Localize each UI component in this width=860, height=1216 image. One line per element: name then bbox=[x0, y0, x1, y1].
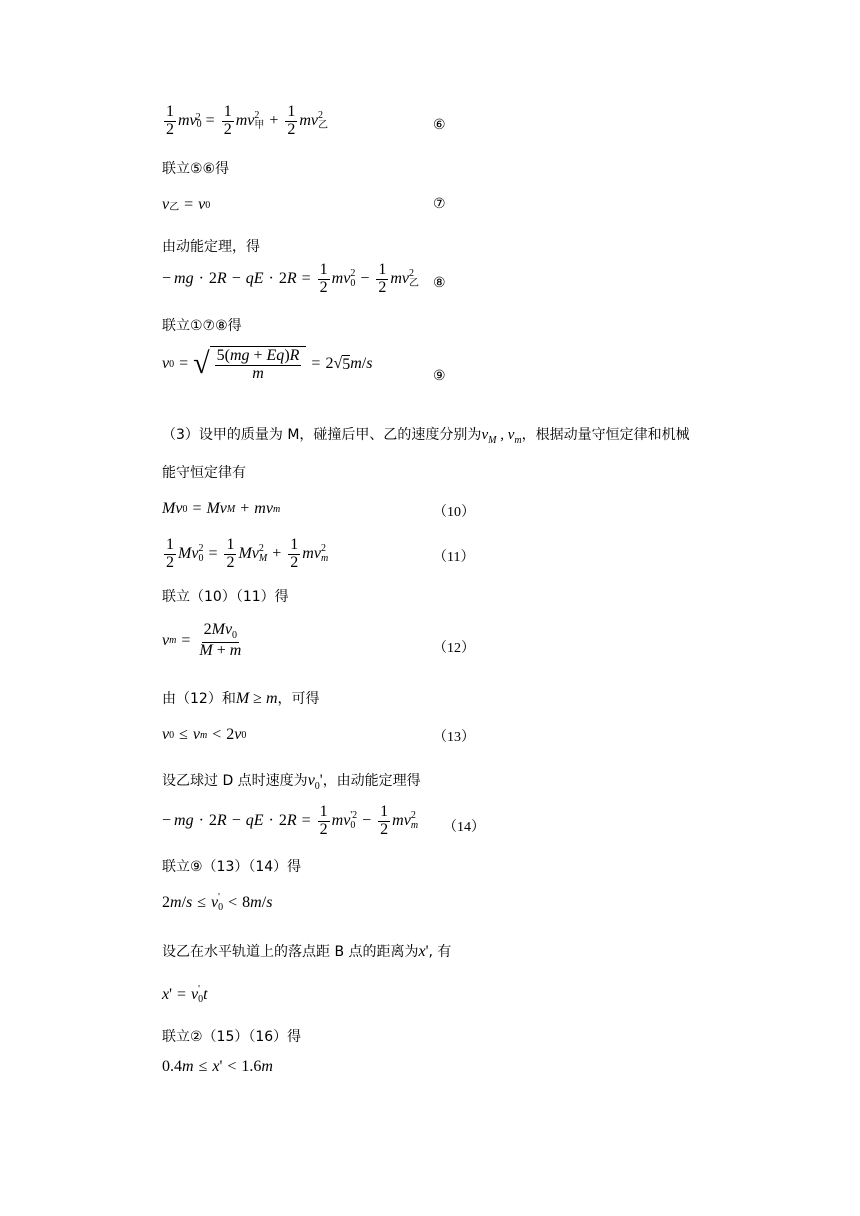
text-part-3-cont: 能守恒定律有 bbox=[162, 465, 246, 481]
equation-14-label: （14） bbox=[443, 820, 485, 835]
equation-8: − mg · 2 R − qE · 2 R = $\frac{1}{2}$ mv 2 0 − $\frac{1}{2}$ mv 2 乙 bbox=[162, 261, 419, 296]
text-you-12: 由（12）和M ≥ m，可得 bbox=[162, 690, 320, 707]
text-part-3: （3）设甲的质量为 M，碰撞后甲、乙的速度分别为$v_M$ , $v_m$，根据动量守恒定律和机械 bbox=[162, 427, 690, 446]
text-lianli-1011: 联立（10）（11）得 bbox=[162, 589, 289, 605]
text-lianli-91314: 联立⑨（13）（14）得 bbox=[162, 859, 302, 875]
text-dongneng-1: 由动能定理，得 bbox=[162, 239, 260, 255]
equation-final-range: 0.4 m ≤ x ' < 1.6 m bbox=[162, 1058, 273, 1075]
equation-7-label: ⑦ bbox=[433, 197, 446, 212]
equation-11: $\frac{1}{2}$ Mv 2 0 = $\frac{1}{2}$ Mv 2 M + $\frac{1}{2}$ mv 2 m bbox=[166, 536, 329, 571]
equation-6-label: ⑥ bbox=[433, 118, 446, 133]
text-lianli-21516: 联立②（15）（16）得 bbox=[162, 1029, 302, 1045]
equation-9-label: ⑨ bbox=[433, 369, 446, 384]
equation-9: v 0 = √ $\frac{5(mg + Eq)R}{m}$ = 2 √ 5 m / s bbox=[162, 347, 373, 382]
equation-13-label: （13） bbox=[433, 730, 475, 745]
equation-12-label: （12） bbox=[433, 641, 475, 656]
equation-v0-prime-range: 2 m / s ≤ v ' 0 < 8 m / s bbox=[162, 892, 273, 913]
equation-10-label: （10） bbox=[433, 505, 475, 520]
equation-6: $\frac{1}{2}$ mv 0 2 = $\frac{1}{2}$ mv 2 甲 + $\frac{1}{2}$ mv 2 乙 bbox=[166, 103, 329, 138]
equation-11-label: （11） bbox=[433, 550, 475, 565]
equation-8-label: ⑧ bbox=[433, 276, 446, 291]
equation-x-prime: x ' = v ' 0 t bbox=[162, 984, 208, 1005]
text-lianli-56: 联立⑤⑥得 bbox=[162, 161, 230, 177]
equation-14: − mg · 2 R − qE · 2 R = $\frac{1}{2}$ mv '2 0 − $\frac{1}{2}$ mv 2 m bbox=[162, 803, 419, 838]
equation-12: v m = $\frac{2Mv_0}{M + m}$ bbox=[162, 621, 242, 659]
equation-10: Mv 0 = Mv M + mv m bbox=[162, 500, 281, 517]
text-lianli-178: 联立①⑦⑧得 bbox=[162, 318, 242, 334]
text-she-luodian: 设乙在水平轨道上的落点距 B 点的距离为x', 有 bbox=[162, 943, 452, 960]
equation-13: v 0 ≤ v m < 2 v 0 bbox=[162, 726, 247, 743]
text-she-D: 设乙球过 D 点时速度为$v_0'$，由动能定理得 bbox=[162, 772, 421, 793]
equation-7: v 乙 = v 0 bbox=[162, 196, 211, 213]
